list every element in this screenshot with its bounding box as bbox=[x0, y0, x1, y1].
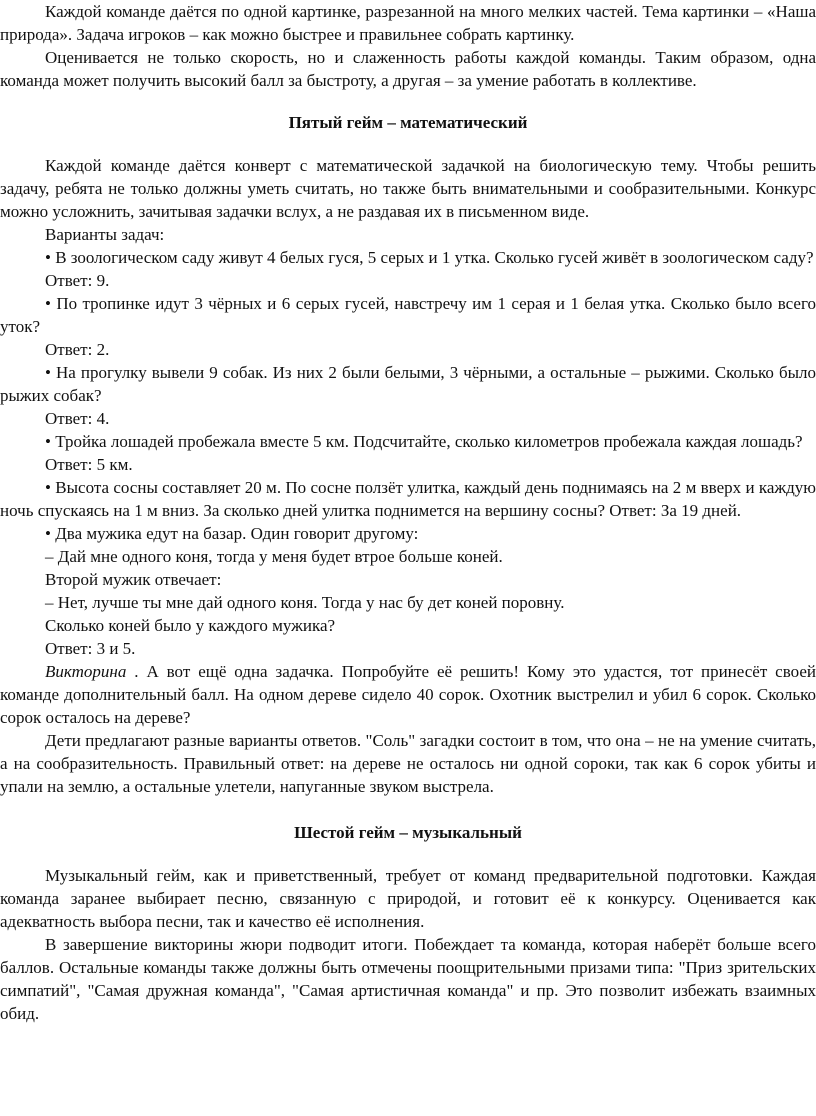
question-1: • В зоологическом саду живут 4 белых гуся, 5 серых и 1 утка. Сколько гусей живёт в зоологическом саду? bbox=[45, 248, 814, 267]
game6-paragraph-1: Музыкальный гейм, как и приветственный, требует от команд предварительной подготовки. Каждая команда заранее выбирает песню, связанную с природой, и готовит её к конкурсу. Оценивается как адекватность выбора песни, так и качество её исполнения. bbox=[0, 866, 816, 931]
answer-3: Ответ: 4. bbox=[45, 409, 110, 428]
game5-paragraph-1: Каждой команде даётся конверт с математической задачкой на биологическую тему. Чтобы решить задачу, ребята не только должны уметь считать, но также быть внимательными и сообразительными. Конкурс можно усложнить, зачитывая задачки вслух, а не раздавая их в письменном виде. bbox=[0, 156, 816, 221]
question-5: • Высота сосны составляет 20 м. По сосне ползёт улитка, каждый день поднимаясь на 2 м вверх и каждую ночь спускаясь на 1 м вниз. За сколько дней улитка поднимется на вершину сосны? Ответ: За 19 дней. bbox=[0, 478, 816, 520]
section-title-game5: Пятый гейм – математический bbox=[288, 113, 528, 132]
question-4: • Тройка лошадей пробежала вместе 5 км. Подсчитайте, сколько километров пробежала каждая лошадь? bbox=[45, 432, 803, 451]
question-6-line-2: Второй мужик отвечает: bbox=[45, 570, 222, 589]
question-6-line-4: Сколько коней было у каждого мужика? bbox=[45, 616, 336, 635]
question-6-line-1: – Дай мне одного коня, тогда у меня будет втрое больше коней. bbox=[45, 547, 503, 566]
answer-6: Ответ: 3 и 5. bbox=[45, 639, 136, 658]
quiz-paragraph bbox=[0, 660, 816, 729]
variants-label: Варианты задач: bbox=[45, 225, 165, 244]
section-title-game6: Шестой гейм – музыкальный bbox=[294, 823, 522, 842]
quiz-label: Викторина bbox=[45, 662, 127, 681]
quiz-text: . А вот ещё одна задачка. Попробуйте её решить! Кому это удастся, тот принесёт своей команде дополнительный балл. На одном дереве сидело 40 сорок. Охотник выстрелил и убил 6 сорок. Сколько сорок осталось на дереве? bbox=[0, 662, 816, 727]
answer-1: Ответ: 9. bbox=[45, 271, 110, 290]
question-6-line-3: – Нет, лучше ты мне дай одного коня. Тогда у нас бу дет коней поровну. bbox=[45, 593, 565, 612]
game6-paragraph-2: В завершение викторины жюри подводит итоги. Побеждает та команда, которая наберёт больше всего баллов. Остальные команды также должны быть отмечены поощрительными призами типа: "Приз зрительских симпатий", "Самая дружная команда", "Самая артистичная команда" и пр. Это позволит избежать взаимных обид. bbox=[0, 935, 816, 1023]
question-6: • Два мужика едут на базар. Один говорит другому: bbox=[45, 524, 419, 543]
intro-paragraph-1: Каждой команде даётся по одной картинке, разрезанной на много мелких частей. Тема картинки – «Наша природа». Задача игроков – как можно быстрее и правильнее собрать картинку. bbox=[0, 2, 816, 44]
quiz-answer: Дети предлагают разные варианты ответов. "Соль" загадки состоит в том, что она – не на умение считать, а на сообразительность. Правильный ответ: на дереве не осталось ни одной сороки, так как 6 сорок убиты и упали на землю, а остальные улетели, напуганные звуком выстрела. bbox=[0, 731, 816, 796]
answer-2: Ответ: 2. bbox=[45, 340, 110, 359]
question-3: • На прогулку вывели 9 собак. Из них 2 были белыми, 3 чёрными, а остальные – рыжими. Сколько было рыжих собак? bbox=[0, 363, 816, 405]
answer-4: Ответ: 5 км. bbox=[45, 455, 133, 474]
intro-paragraph-2: Оценивается не только скорость, но и слаженность работы каждой команды. Таким образом, одна команда может получить высокий балл за быстроту, а другая – за умение работать в коллективе. bbox=[0, 48, 816, 90]
question-2: • По тропинке идут 3 чёрных и 6 серых гусей, навстречу им 1 серая и 1 белая утка. Сколько было всего уток? bbox=[0, 294, 816, 336]
